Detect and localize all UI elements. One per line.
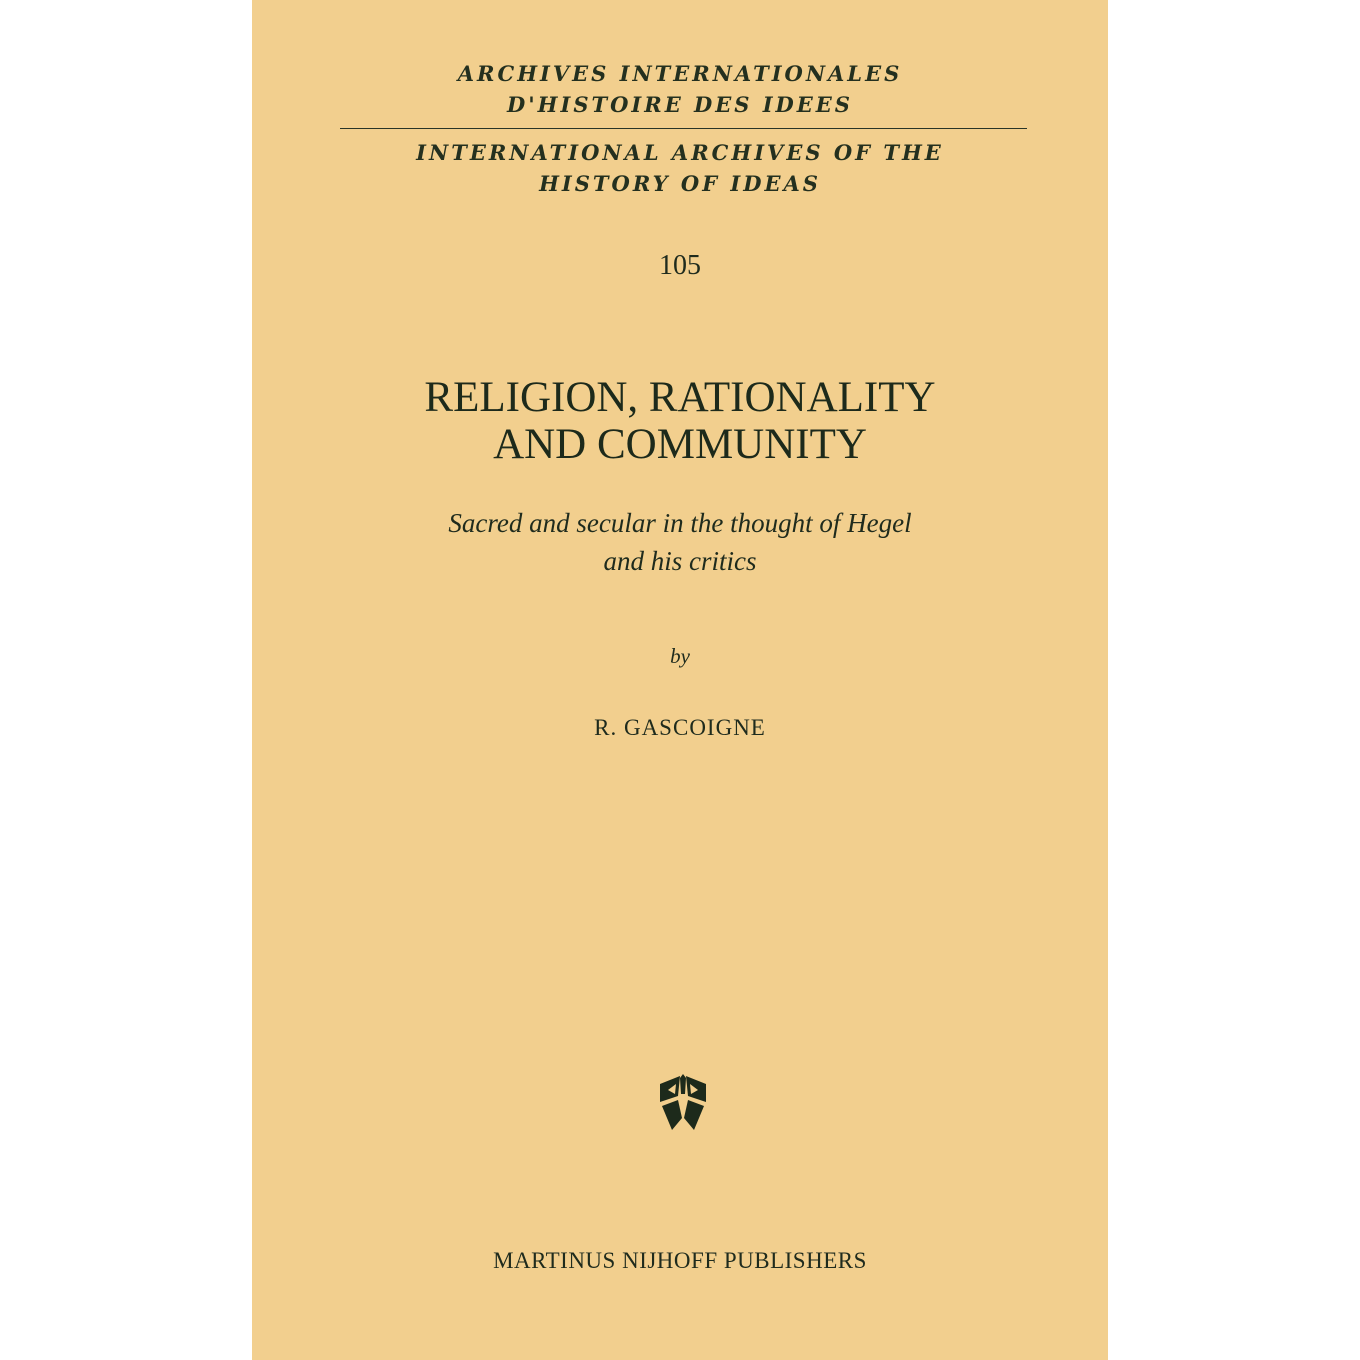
book-subtitle xyxy=(252,504,1108,580)
book-subtitle-line-2: and his critics xyxy=(603,546,757,576)
book-title-line-1: RELIGION, RATIONALITY xyxy=(424,374,936,421)
publisher-logo-icon xyxy=(658,1074,708,1132)
series-english-line-2: HISTORY OF IDEAS xyxy=(539,171,821,196)
publisher-name: MARTINUS NIJHOFF PUBLISHERS xyxy=(493,1248,867,1273)
volume-number: 105 xyxy=(659,250,701,281)
author-name: R. GASCOIGNE xyxy=(594,715,766,740)
series-title-french xyxy=(252,58,1108,120)
series-french-line-2: D'HISTOIRE DES IDEES xyxy=(507,92,853,117)
book-title xyxy=(252,374,1108,468)
by-label: by xyxy=(670,644,690,668)
book-cover xyxy=(252,0,1108,1360)
book-subtitle-line-1: Sacred and secular in the thought of Hegel xyxy=(448,508,912,538)
series-english-line-1: INTERNATIONAL ARCHIVES OF THE xyxy=(416,140,944,165)
series-french-line-1: ARCHIVES INTERNATIONALES xyxy=(457,61,903,86)
book-title-line-2: AND COMMUNITY xyxy=(493,421,867,468)
divider-rule xyxy=(340,128,1027,129)
series-title-english xyxy=(252,137,1108,199)
